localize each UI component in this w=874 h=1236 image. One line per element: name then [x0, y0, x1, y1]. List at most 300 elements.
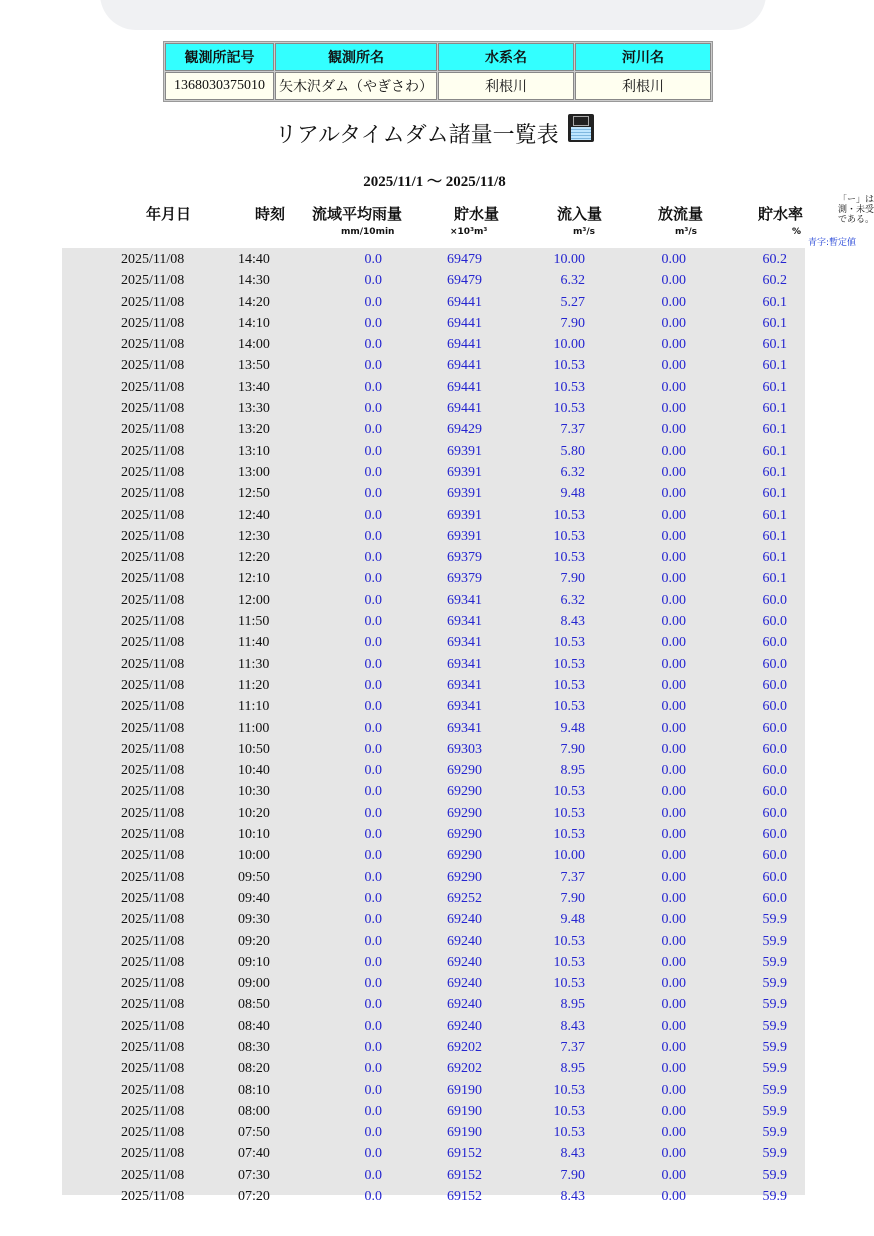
- cell-storage: 69303: [447, 741, 482, 757]
- cell-inflow: 9.48: [560, 912, 585, 928]
- cell-storage: 69190: [447, 1125, 482, 1141]
- cell-date: 2025/11/08: [121, 677, 185, 693]
- table-row: [62, 633, 805, 654]
- cell-inflow: 9.48: [560, 720, 585, 736]
- table-row: [62, 569, 805, 590]
- cell-storage: 69441: [447, 379, 482, 395]
- cell-outflow: 0.00: [661, 614, 686, 630]
- cell-inflow: 10.53: [553, 933, 585, 949]
- cell-date: 2025/11/08: [121, 486, 185, 502]
- cell-inflow: 9.48: [560, 486, 585, 502]
- table-row: [62, 442, 805, 463]
- col-storage: 貯水量: [454, 207, 500, 223]
- cell-outflow: 0.00: [661, 677, 686, 693]
- cell-date: 2025/11/08: [121, 997, 185, 1013]
- cell-date: 2025/11/08: [121, 933, 185, 949]
- cell-storage-rate: 59.9: [762, 976, 787, 992]
- cell-time: 11:20: [238, 677, 270, 693]
- cell-date: 2025/11/08: [121, 337, 185, 353]
- cell-storage: 69441: [447, 315, 482, 331]
- cell-outflow: 0.00: [661, 1061, 686, 1077]
- col-inflow: 流入量: [557, 207, 603, 223]
- cell-inflow: 10.00: [553, 337, 585, 353]
- table-row: [62, 1038, 805, 1059]
- cell-date: 2025/11/08: [121, 805, 185, 821]
- cell-storage: 69341: [447, 699, 482, 715]
- cell-date: 2025/11/08: [121, 571, 185, 587]
- cell-outflow: 0.00: [661, 976, 686, 992]
- cell-date: 2025/11/08: [121, 528, 185, 544]
- cell-storage: 69240: [447, 976, 482, 992]
- cell-outflow: 0.00: [661, 912, 686, 928]
- river-system: 利根川: [438, 72, 574, 100]
- cell-time: 14:10: [238, 315, 270, 331]
- cell-outflow: 0.00: [661, 656, 686, 672]
- cell-inflow: 10.53: [553, 827, 585, 843]
- cell-date: 2025/11/08: [121, 954, 185, 970]
- cell-date: 2025/11/08: [121, 912, 185, 928]
- cell-storage-rate: 60.0: [762, 635, 787, 651]
- cell-storage: 69290: [447, 805, 482, 821]
- cell-rainfall: 0.0: [364, 358, 382, 374]
- cell-date: 2025/11/08: [121, 1061, 185, 1077]
- cell-time: 08:20: [238, 1061, 270, 1077]
- cell-date: 2025/11/08: [121, 294, 185, 310]
- station-name: 矢木沢ダム（やぎさわ）: [275, 72, 437, 100]
- cell-rainfall: 0.0: [364, 337, 382, 353]
- table-row: [62, 527, 805, 548]
- cell-time: 11:00: [238, 720, 270, 736]
- cell-inflow: 10.53: [553, 1125, 585, 1141]
- cell-time: 10:50: [238, 741, 270, 757]
- cell-storage: 69441: [447, 358, 482, 374]
- cell-date: 2025/11/08: [121, 763, 185, 779]
- table-row: [62, 356, 805, 377]
- cell-storage: 69240: [447, 912, 482, 928]
- cell-rainfall: 0.0: [364, 890, 382, 906]
- table-row: [62, 719, 805, 740]
- cell-time: 08:40: [238, 1018, 270, 1034]
- cell-time: 07:40: [238, 1146, 270, 1162]
- cell-storage-rate: 60.1: [762, 422, 787, 438]
- cell-outflow: 0.00: [661, 699, 686, 715]
- cell-outflow: 0.00: [661, 1082, 686, 1098]
- table-row: [62, 1166, 805, 1187]
- unit-outflow: m³/s: [675, 227, 697, 237]
- cell-time: 11:50: [238, 614, 270, 630]
- cell-time: 10:20: [238, 805, 270, 821]
- table-row: [62, 655, 805, 676]
- cell-time: 14:20: [238, 294, 270, 310]
- floppy-disk-icon[interactable]: [568, 114, 594, 142]
- table-row: [62, 1081, 805, 1102]
- cell-storage-rate: 60.0: [762, 827, 787, 843]
- cell-storage-rate: 60.1: [762, 358, 787, 374]
- cell-storage-rate: 59.9: [762, 1082, 787, 1098]
- cell-inflow: 8.43: [560, 614, 585, 630]
- table-row: [62, 782, 805, 803]
- cell-storage: 69341: [447, 635, 482, 651]
- cell-storage: 69391: [447, 528, 482, 544]
- station-info-table: [163, 41, 713, 102]
- cell-rainfall: 0.0: [364, 1167, 382, 1183]
- cell-storage-rate: 60.1: [762, 443, 787, 459]
- cell-rainfall: 0.0: [364, 912, 382, 928]
- cell-time: 07:20: [238, 1189, 270, 1205]
- cell-date: 2025/11/08: [121, 784, 185, 800]
- cell-outflow: 0.00: [661, 954, 686, 970]
- cell-outflow: 0.00: [661, 997, 686, 1013]
- cell-outflow: 0.00: [661, 1103, 686, 1119]
- cell-time: 10:30: [238, 784, 270, 800]
- cell-storage: 69290: [447, 827, 482, 843]
- table-row: [62, 953, 805, 974]
- cell-rainfall: 0.0: [364, 422, 382, 438]
- col-rate: 貯水率: [758, 207, 804, 223]
- cell-date: 2025/11/08: [121, 1189, 185, 1205]
- missing-data-note: [838, 195, 874, 225]
- cell-inflow: 10.53: [553, 401, 585, 417]
- table-row: [62, 697, 805, 718]
- table-row: [62, 1059, 805, 1080]
- cell-outflow: 0.00: [661, 507, 686, 523]
- cell-storage-rate: 59.9: [762, 912, 787, 928]
- header-river-system: 水系名: [438, 43, 574, 71]
- table-row: [62, 420, 805, 441]
- cell-outflow: 0.00: [661, 890, 686, 906]
- cell-date: 2025/11/08: [121, 976, 185, 992]
- cell-storage-rate: 60.1: [762, 315, 787, 331]
- cell-storage-rate: 59.9: [762, 933, 787, 949]
- cell-storage-rate: 59.9: [762, 1189, 787, 1205]
- cell-inflow: 10.53: [553, 550, 585, 566]
- cell-inflow: 6.32: [560, 273, 585, 289]
- cell-storage: 69379: [447, 571, 482, 587]
- cell-storage: 69252: [447, 890, 482, 906]
- cell-inflow: 8.43: [560, 1189, 585, 1205]
- cell-rainfall: 0.0: [364, 294, 382, 310]
- cell-outflow: 0.00: [661, 1189, 686, 1205]
- cell-storage-rate: 60.0: [762, 741, 787, 757]
- cell-date: 2025/11/08: [121, 550, 185, 566]
- cell-storage-rate: 60.0: [762, 763, 787, 779]
- table-row: [62, 250, 805, 271]
- cell-outflow: 0.00: [661, 1125, 686, 1141]
- cell-inflow: 10.53: [553, 954, 585, 970]
- cell-storage: 69441: [447, 337, 482, 353]
- cell-outflow: 0.00: [661, 1018, 686, 1034]
- cell-inflow: 10.53: [553, 656, 585, 672]
- table-row: [62, 612, 805, 633]
- cell-outflow: 0.00: [661, 379, 686, 395]
- cell-storage-rate: 59.9: [762, 1018, 787, 1034]
- cell-storage: 69202: [447, 1061, 482, 1077]
- cell-time: 13:50: [238, 358, 270, 374]
- cell-outflow: 0.00: [661, 848, 686, 864]
- table-row: [62, 932, 805, 953]
- table-row: [62, 1102, 805, 1123]
- cell-rainfall: 0.0: [364, 848, 382, 864]
- cell-outflow: 0.00: [661, 1146, 686, 1162]
- cell-time: 14:00: [238, 337, 270, 353]
- cell-outflow: 0.00: [661, 1039, 686, 1055]
- cell-inflow: 10.53: [553, 507, 585, 523]
- cell-time: 09:30: [238, 912, 270, 928]
- cell-inflow: 5.27: [560, 294, 585, 310]
- cell-rainfall: 0.0: [364, 550, 382, 566]
- table-row: [62, 974, 805, 995]
- cell-storage-rate: 60.1: [762, 528, 787, 544]
- table-row: [62, 889, 805, 910]
- table-row: [62, 293, 805, 314]
- cell-rainfall: 0.0: [364, 827, 382, 843]
- cell-outflow: 0.00: [661, 741, 686, 757]
- cell-outflow: 0.00: [661, 422, 686, 438]
- table-row: [62, 314, 805, 335]
- cell-storage-rate: 60.0: [762, 848, 787, 864]
- cell-time: 07:50: [238, 1125, 270, 1141]
- cell-storage: 69379: [447, 550, 482, 566]
- unit-storage: ×10³m³: [450, 227, 488, 237]
- cell-inflow: 8.95: [560, 997, 585, 1013]
- cell-storage: 69479: [447, 273, 482, 289]
- cell-rainfall: 0.0: [364, 954, 382, 970]
- cell-rainfall: 0.0: [364, 635, 382, 651]
- cell-storage-rate: 60.2: [762, 273, 787, 289]
- cell-time: 13:00: [238, 464, 270, 480]
- cell-time: 13:40: [238, 379, 270, 395]
- cell-inflow: 6.32: [560, 592, 585, 608]
- cell-outflow: 0.00: [661, 805, 686, 821]
- table-row: [62, 335, 805, 356]
- cell-storage: 69202: [447, 1039, 482, 1055]
- cell-rainfall: 0.0: [364, 1146, 382, 1162]
- cell-storage: 69391: [447, 443, 482, 459]
- cell-rainfall: 0.0: [364, 486, 382, 502]
- cell-inflow: 8.95: [560, 763, 585, 779]
- provisional-legend: 青字:暫定値: [808, 238, 857, 248]
- cell-storage-rate: 59.9: [762, 1125, 787, 1141]
- cell-inflow: 7.90: [560, 315, 585, 331]
- cell-storage: 69152: [447, 1167, 482, 1183]
- cell-rainfall: 0.0: [364, 315, 382, 331]
- cell-storage: 69290: [447, 869, 482, 885]
- cell-inflow: 5.80: [560, 443, 585, 459]
- table-row: [62, 868, 805, 889]
- cell-storage: 69391: [447, 464, 482, 480]
- col-time: 時刻: [255, 207, 286, 223]
- cell-date: 2025/11/08: [121, 1146, 185, 1162]
- cell-storage-rate: 60.0: [762, 677, 787, 693]
- cell-storage: 69290: [447, 848, 482, 864]
- cell-storage: 69290: [447, 763, 482, 779]
- cell-time: 12:00: [238, 592, 270, 608]
- cell-inflow: 10.53: [553, 635, 585, 651]
- cell-storage: 69190: [447, 1082, 482, 1098]
- cell-storage: 69341: [447, 592, 482, 608]
- cell-time: 11:10: [238, 699, 270, 715]
- cell-date: 2025/11/08: [121, 699, 185, 715]
- cell-rainfall: 0.0: [364, 614, 382, 630]
- cell-inflow: 7.90: [560, 741, 585, 757]
- cell-storage: 69341: [447, 656, 482, 672]
- cell-inflow: 10.53: [553, 976, 585, 992]
- cell-rainfall: 0.0: [364, 1018, 382, 1034]
- cell-storage-rate: 59.9: [762, 1039, 787, 1055]
- cell-rainfall: 0.0: [364, 252, 382, 267]
- cell-date: 2025/11/08: [121, 890, 185, 906]
- cell-storage: 69341: [447, 614, 482, 630]
- cell-storage-rate: 59.9: [762, 997, 787, 1013]
- cell-storage-rate: 59.9: [762, 1103, 787, 1119]
- cell-time: 07:30: [238, 1167, 270, 1183]
- cell-rainfall: 0.0: [364, 784, 382, 800]
- header-station-name: 観測所名: [275, 43, 437, 71]
- cell-rainfall: 0.0: [364, 571, 382, 587]
- cell-date: 2025/11/08: [121, 720, 185, 736]
- cell-rainfall: 0.0: [364, 464, 382, 480]
- cell-inflow: 7.37: [560, 422, 585, 438]
- table-row: [62, 1144, 805, 1165]
- cell-inflow: 10.53: [553, 699, 585, 715]
- cell-rainfall: 0.0: [364, 401, 382, 417]
- cell-rainfall: 0.0: [364, 656, 382, 672]
- note-line: 測・未受: [838, 205, 874, 215]
- cell-date: 2025/11/08: [121, 422, 185, 438]
- cell-outflow: 0.00: [661, 635, 686, 651]
- cell-time: 11:30: [238, 656, 270, 672]
- cell-time: 09:50: [238, 869, 270, 885]
- cell-inflow: 8.43: [560, 1146, 585, 1162]
- date-range: 2025/11/1 〜 2025/11/8: [363, 174, 506, 190]
- cell-inflow: 7.90: [560, 890, 585, 906]
- cell-inflow: 7.90: [560, 1167, 585, 1183]
- cell-time: 09:00: [238, 976, 270, 992]
- cell-storage: 69341: [447, 720, 482, 736]
- cell-rainfall: 0.0: [364, 1082, 382, 1098]
- cell-outflow: 0.00: [661, 443, 686, 459]
- cell-storage-rate: 60.1: [762, 486, 787, 502]
- cell-storage-rate: 60.0: [762, 614, 787, 630]
- browser-top-panel: [100, 0, 766, 30]
- cell-inflow: 7.37: [560, 869, 585, 885]
- cell-date: 2025/11/08: [121, 464, 185, 480]
- cell-outflow: 0.00: [661, 592, 686, 608]
- cell-outflow: 0.00: [661, 1167, 686, 1183]
- cell-storage: 69190: [447, 1103, 482, 1119]
- cell-storage: 69240: [447, 933, 482, 949]
- cell-rainfall: 0.0: [364, 869, 382, 885]
- table-row: [62, 591, 805, 612]
- cell-date: 2025/11/08: [121, 741, 185, 757]
- cell-outflow: 0.00: [661, 933, 686, 949]
- cell-date: 2025/11/08: [121, 443, 185, 459]
- cell-storage: 69441: [447, 401, 482, 417]
- cell-rainfall: 0.0: [364, 699, 382, 715]
- cell-outflow: 0.00: [661, 252, 686, 267]
- cell-rainfall: 0.0: [364, 1125, 382, 1141]
- cell-outflow: 0.00: [661, 486, 686, 502]
- cell-storage-rate: 59.9: [762, 1167, 787, 1183]
- table-row: [62, 846, 805, 867]
- cell-date: 2025/11/08: [121, 273, 185, 289]
- cell-date: 2025/11/08: [121, 401, 185, 417]
- cell-outflow: 0.00: [661, 763, 686, 779]
- cell-outflow: 0.00: [661, 337, 686, 353]
- cell-storage: 69429: [447, 422, 482, 438]
- cell-time: 10:40: [238, 763, 270, 779]
- cell-date: 2025/11/08: [121, 827, 185, 843]
- cell-rainfall: 0.0: [364, 379, 382, 395]
- cell-rainfall: 0.0: [364, 763, 382, 779]
- cell-time: 10:00: [238, 848, 270, 864]
- cell-rainfall: 0.0: [364, 933, 382, 949]
- cell-time: 12:50: [238, 486, 270, 502]
- col-rain: 流域平均雨量: [312, 207, 403, 223]
- cell-time: 08:30: [238, 1039, 270, 1055]
- unit-rain: mm/10min: [341, 227, 395, 237]
- cell-outflow: 0.00: [661, 571, 686, 587]
- cell-outflow: 0.00: [661, 784, 686, 800]
- cell-storage: 69290: [447, 784, 482, 800]
- table-row: [62, 761, 805, 782]
- cell-date: 2025/11/08: [121, 1039, 185, 1055]
- cell-date: 2025/11/08: [121, 1082, 185, 1098]
- table-row: [62, 484, 805, 505]
- cell-outflow: 0.00: [661, 358, 686, 374]
- cell-outflow: 0.00: [661, 869, 686, 885]
- page-title: リアルタイムダム諸量一覧表: [274, 122, 559, 147]
- cell-storage-rate: 60.1: [762, 379, 787, 395]
- cell-inflow: 10.53: [553, 358, 585, 374]
- cell-storage: 69152: [447, 1146, 482, 1162]
- table-row: [62, 399, 805, 420]
- cell-outflow: 0.00: [661, 315, 686, 331]
- cell-time: 14:30: [238, 273, 270, 289]
- cell-outflow: 0.00: [661, 550, 686, 566]
- col-outflow: 放流量: [658, 207, 704, 223]
- cell-rainfall: 0.0: [364, 741, 382, 757]
- table-row: [62, 506, 805, 527]
- cell-date: 2025/11/08: [121, 656, 185, 672]
- cell-outflow: 0.00: [661, 528, 686, 544]
- cell-storage: 69240: [447, 1018, 482, 1034]
- cell-time: 13:10: [238, 443, 270, 459]
- cell-date: 2025/11/08: [121, 869, 185, 885]
- cell-rainfall: 0.0: [364, 1039, 382, 1055]
- cell-time: 09:40: [238, 890, 270, 906]
- cell-inflow: 7.37: [560, 1039, 585, 1055]
- cell-storage-rate: 59.9: [762, 1146, 787, 1162]
- cell-rainfall: 0.0: [364, 1189, 382, 1205]
- table-row: [62, 804, 805, 825]
- cell-storage-rate: 59.9: [762, 1061, 787, 1077]
- cell-date: 2025/11/08: [121, 1103, 185, 1119]
- cell-rainfall: 0.0: [364, 997, 382, 1013]
- cell-date: 2025/11/08: [121, 592, 185, 608]
- cell-storage-rate: 60.0: [762, 592, 787, 608]
- cell-storage-rate: 60.1: [762, 464, 787, 480]
- river-name: 利根川: [575, 72, 711, 100]
- cell-storage-rate: 60.0: [762, 699, 787, 715]
- table-row: [62, 825, 805, 846]
- cell-time: 08:50: [238, 997, 270, 1013]
- cell-date: 2025/11/08: [121, 507, 185, 523]
- cell-storage: 69391: [447, 507, 482, 523]
- unit-inflow: m³/s: [573, 227, 595, 237]
- table-row: [62, 1017, 805, 1038]
- cell-rainfall: 0.0: [364, 976, 382, 992]
